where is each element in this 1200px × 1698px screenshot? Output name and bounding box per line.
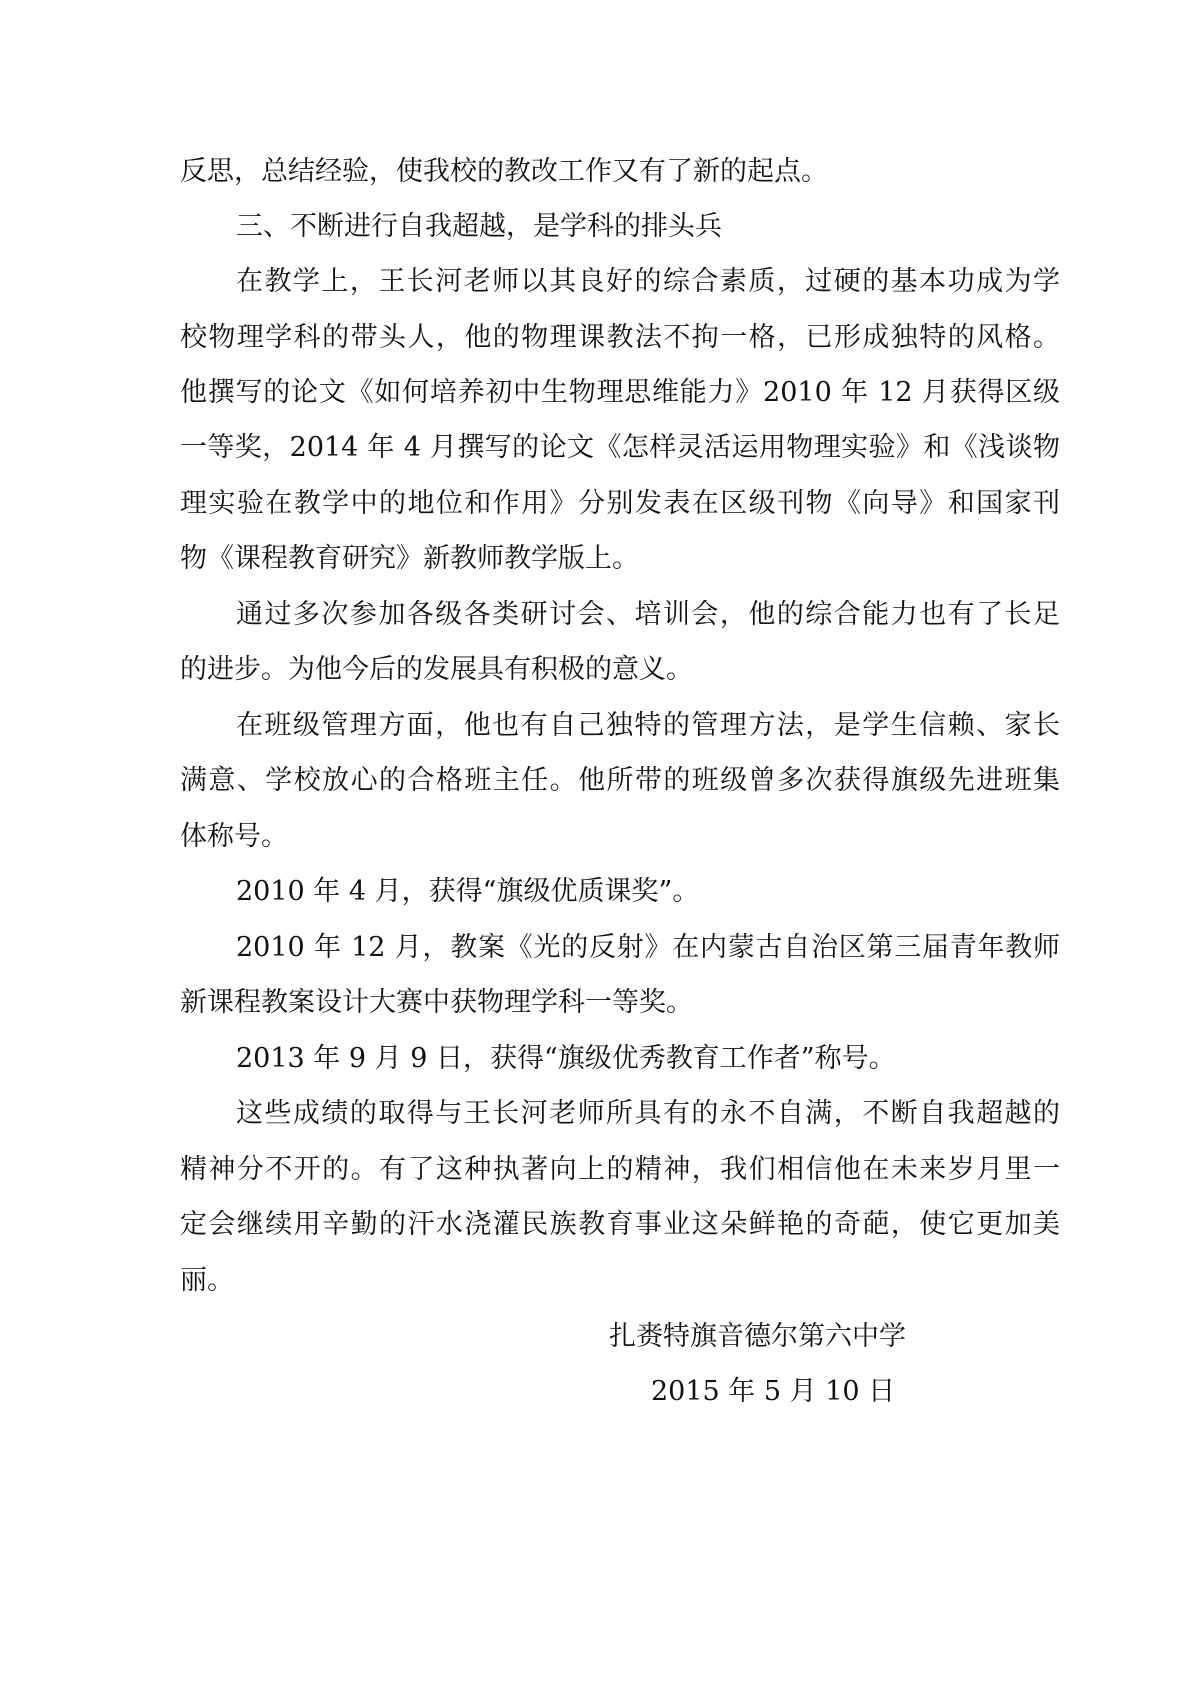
text-line: 反思，总结经验，使我校的教改工作又有了新的起点。	[180, 156, 828, 187]
text-line: 精神分不开的。有了这种执著向上的精神，我们相信他在未来岁月里一	[180, 1154, 1060, 1185]
text-line: 定会继续用辛勤的汗水浇灌民族教育事业这朵鲜艳的奇葩，使它更加美	[180, 1209, 1060, 1240]
signature-date: 2015 年 5 月 10 日	[651, 1376, 896, 1407]
text-line: 理实验在教学中的地位和作用》分别发表在区级刊物《向导》和国家刊	[180, 488, 1060, 519]
text-line: 的进步。为他今后的发展具有积极的意义。	[180, 654, 693, 685]
text-line: 丽。	[180, 1265, 234, 1296]
text-line: 这些成绩的取得与王长河老师所具有的永不自满，不断自我超越的	[236, 1098, 1060, 1129]
text-line: 一等奖，2014 年 4 月撰写的论文《怎样灵活运用物理实验》和《浅谈物	[180, 432, 1060, 463]
text-line: 校物理学科的带头人，他的物理课教法不拘一格，已形成独特的风格。	[180, 322, 1060, 353]
text-line: 他撰写的论文《如何培养初中生物理思维能力》2010 年 12 月获得区级	[180, 377, 1060, 408]
award-line: 2010 年 12 月，教案《光的反射》在内蒙古自治区第三届青年教师	[236, 932, 1060, 963]
signature-organization: 扎赉特旗音德尔第六中学	[609, 1321, 906, 1352]
award-line: 2010 年 4 月，获得“旗级优质课奖”。	[236, 876, 700, 907]
text-line: 新课程教案设计大赛中获物理学科一等奖。	[180, 987, 693, 1018]
award-line: 2013 年 9 月 9 日，获得“旗级优秀教育工作者”称号。	[236, 1043, 896, 1074]
text-line: 物《课程教育研究》新教师教学版上。	[180, 543, 639, 574]
text-line: 在教学上，王长河老师以其良好的综合素质，过硬的基本功成为学	[236, 266, 1060, 297]
section-heading: 三、不断进行自我超越，是学科的排头兵	[236, 211, 722, 242]
text-line: 在班级管理方面，他也有自己独特的管理方法，是学生信赖、家长	[236, 710, 1060, 741]
text-line: 满意、学校放心的合格班主任。他所带的班级曾多次获得旗级先进班集	[180, 765, 1060, 796]
text-line: 通过多次参加各级各类研讨会、培训会，他的综合能力也有了长足	[236, 599, 1060, 630]
text-line: 体称号。	[180, 821, 288, 852]
